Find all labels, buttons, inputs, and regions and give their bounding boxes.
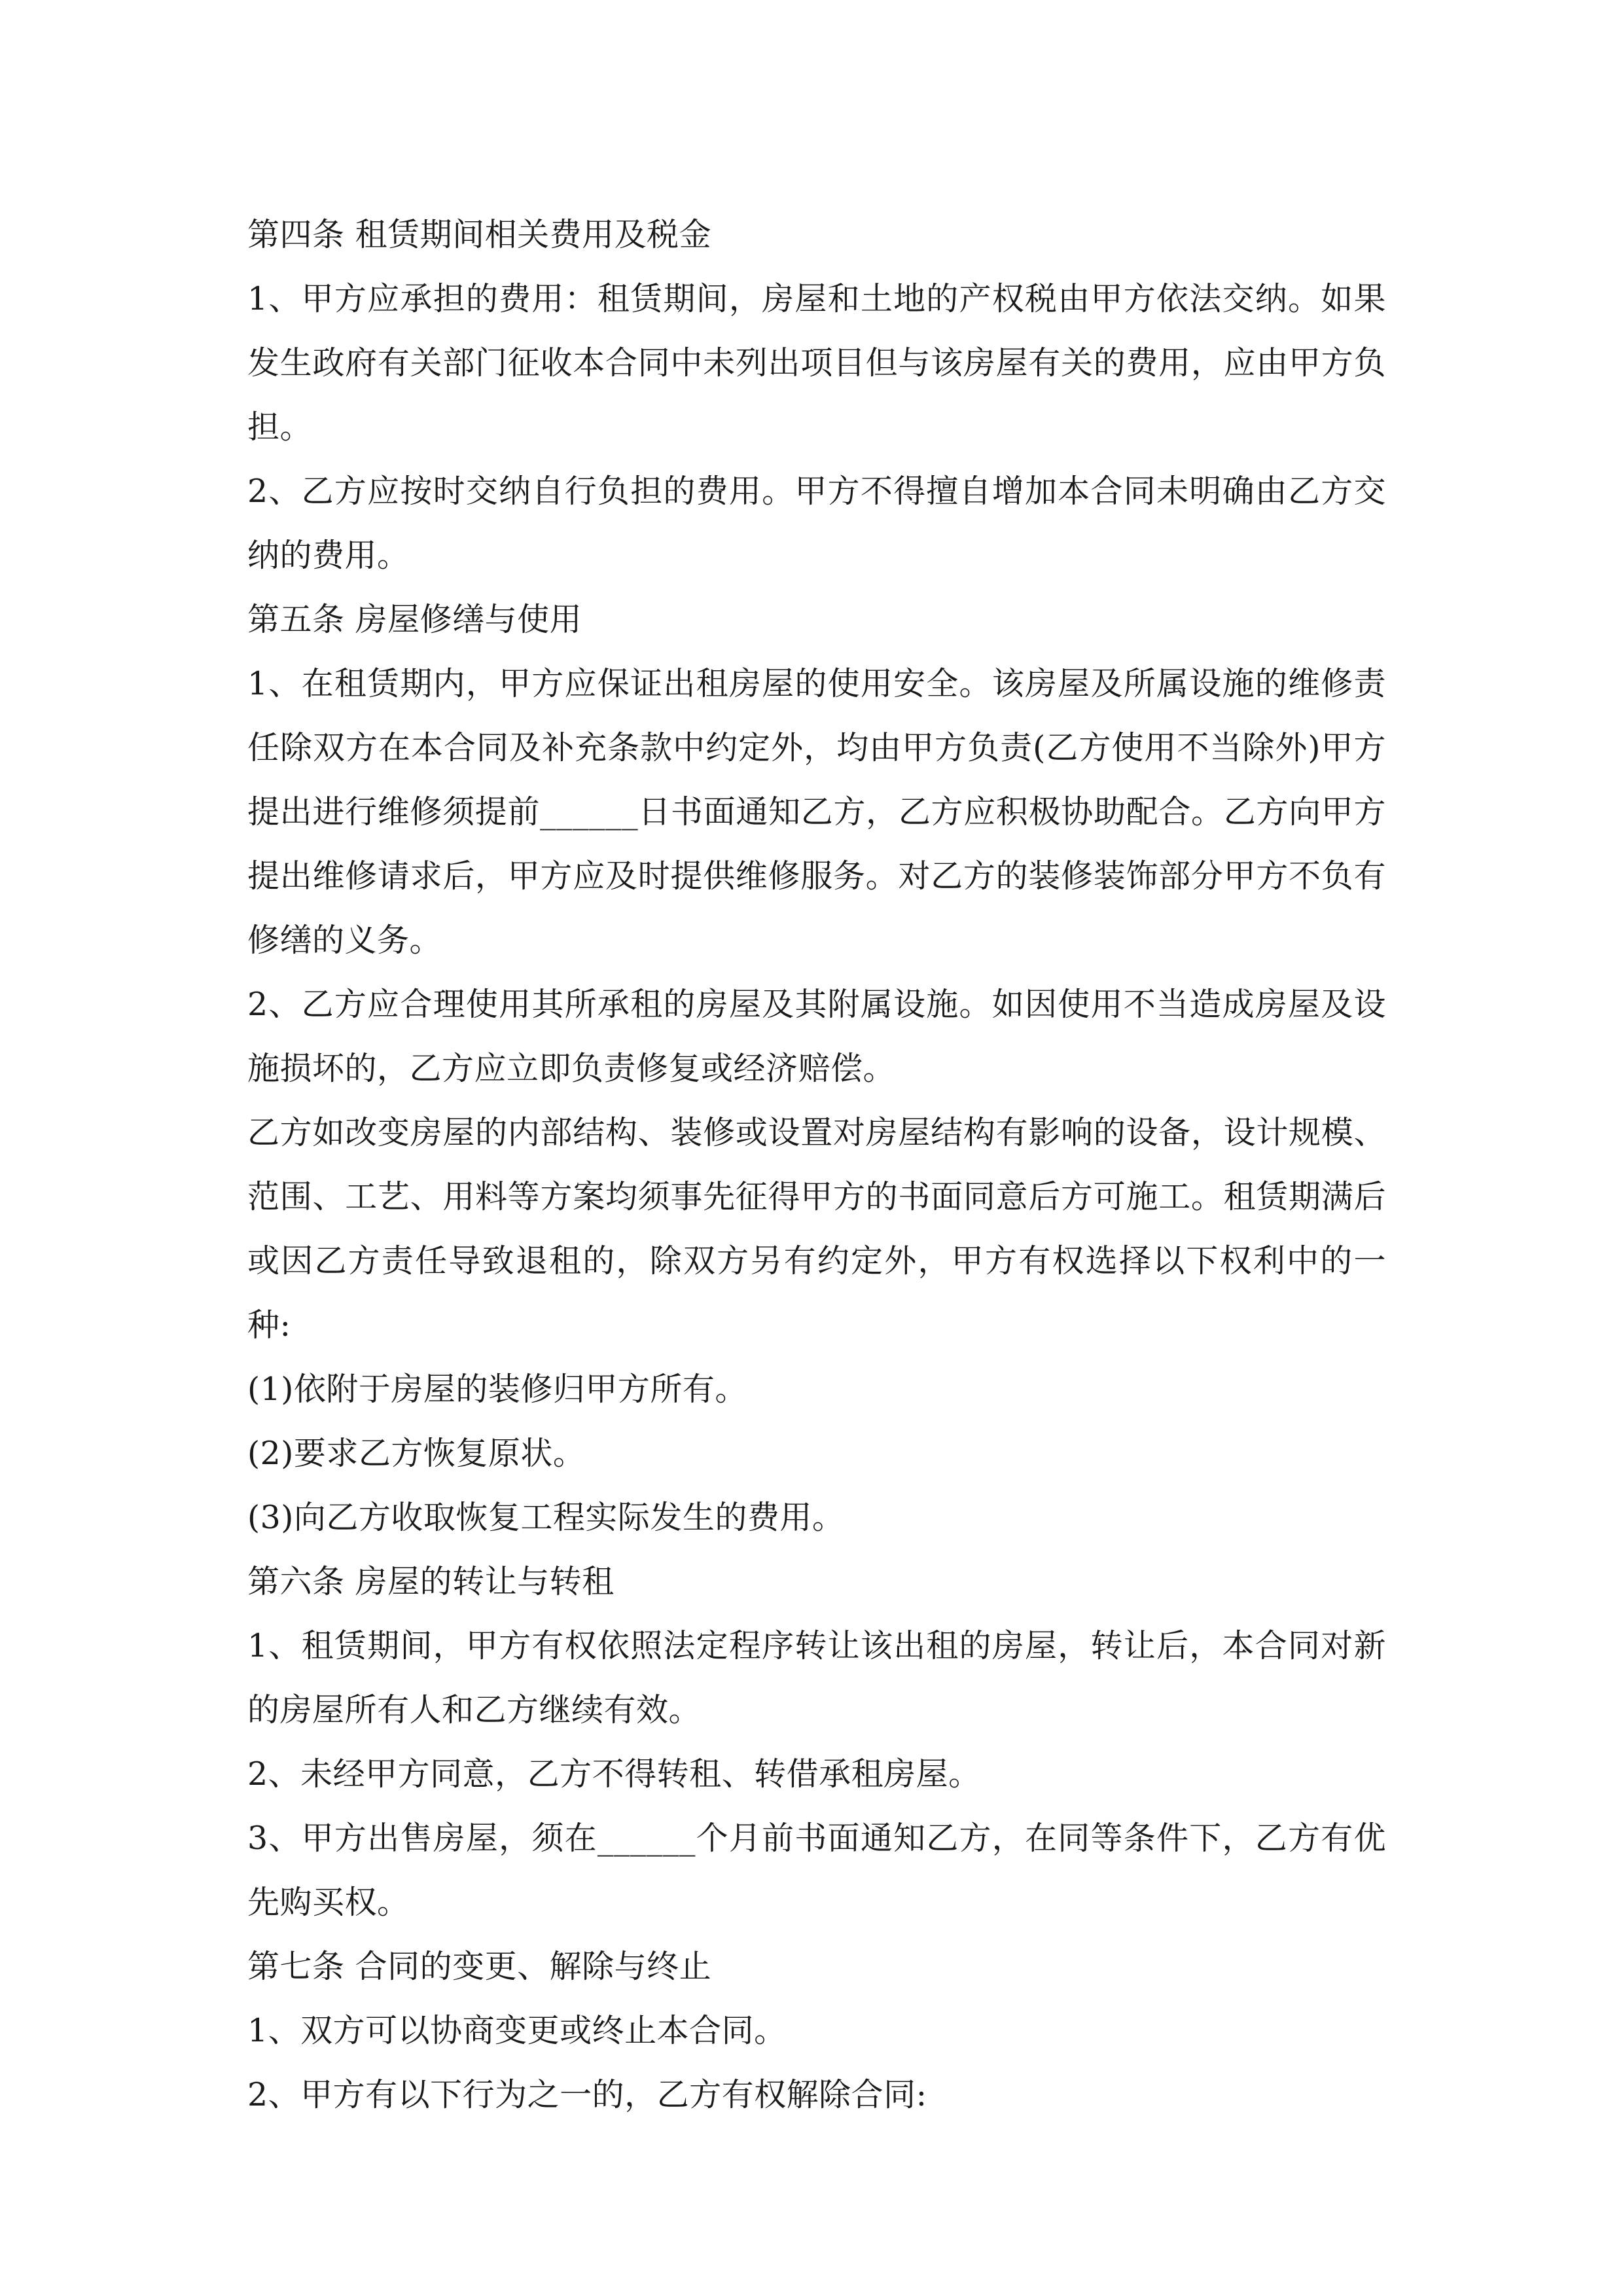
article-5-heading: 第五条 房屋修缮与使用	[247, 601, 582, 638]
article-5-clause-1: 1、在租赁期内，甲方应保证出租房屋的使用安全。该房屋及所属设施的维修责任除双方在本合同及补充条款中约定外，均由甲方负责(乙方使用不当除外)甲方提出进行维修须提前______日书面通知乙方，乙方应积极协助配合。乙方向甲方提出维修请求后，甲方应及时提供维修服务。对乙方的装修装饰部分甲方不负有修缮的义务。	[247, 665, 1386, 959]
article-5-renovation-paragraph: 乙方如改变房屋的内部结构、装修或设置对房屋结构有影响的设备，设计规模、范围、工艺、用料等方案均须事先征得甲方的书面同意后方可施工。租赁期满后或因乙方责任导致退租的，除双方另有约定外，甲方有权选择以下权利中的一种:	[247, 1114, 1386, 1344]
article-4-heading: 第四条 租赁期间相关费用及税金	[247, 216, 712, 253]
article-6-clause-2: 2、未经甲方同意，乙方不得转租、转借承租房屋。	[247, 1755, 981, 1793]
article-5-option-3: (3)向乙方收取恢复工程实际发生的费用。	[247, 1499, 845, 1536]
article-5-clause-2: 2、乙方应合理使用其所承租的房屋及其附属设施。如因使用不当造成房屋及设施损坏的，乙方应立即负责修复或经济赔偿。	[247, 986, 1386, 1087]
article-6-clause-3: 3、甲方出售房屋，须在______个月前书面通知乙方，在同等条件下，乙方有优先购买权。	[247, 1820, 1386, 1921]
article-5-option-2: (2)要求乙方恢复原状。	[247, 1435, 586, 1472]
article-7-heading: 第七条 合同的变更、解除与终止	[247, 1948, 712, 1985]
article-6-heading: 第六条 房屋的转让与转租	[247, 1563, 615, 1600]
article-4-clause-1: 1、甲方应承担的费用：租赁期间，房屋和土地的产权税由甲方依法交纳。如果发生政府有关部门征收本合同中未列出项目但与该房屋有关的费用，应由甲方负担。	[247, 280, 1386, 446]
article-7-clause-2: 2、甲方有以下行为之一的，乙方有权解除合同:	[247, 2076, 927, 2113]
article-6-clause-1: 1、租赁期间，甲方有权依照法定程序转让该出租的房屋，转让后，本合同对新的房屋所有人和乙方继续有效。	[247, 1627, 1386, 1729]
article-4-clause-2: 2、乙方应按时交纳自行负担的费用。甲方不得擅自增加本合同未明确由乙方交纳的费用。	[247, 473, 1386, 574]
article-7-clause-1: 1、双方可以协商变更或终止本合同。	[247, 2012, 787, 2049]
article-5-option-1: (1)依附于房屋的装修归甲方所有。	[247, 1371, 747, 1408]
document-body	[247, 203, 1386, 2127]
